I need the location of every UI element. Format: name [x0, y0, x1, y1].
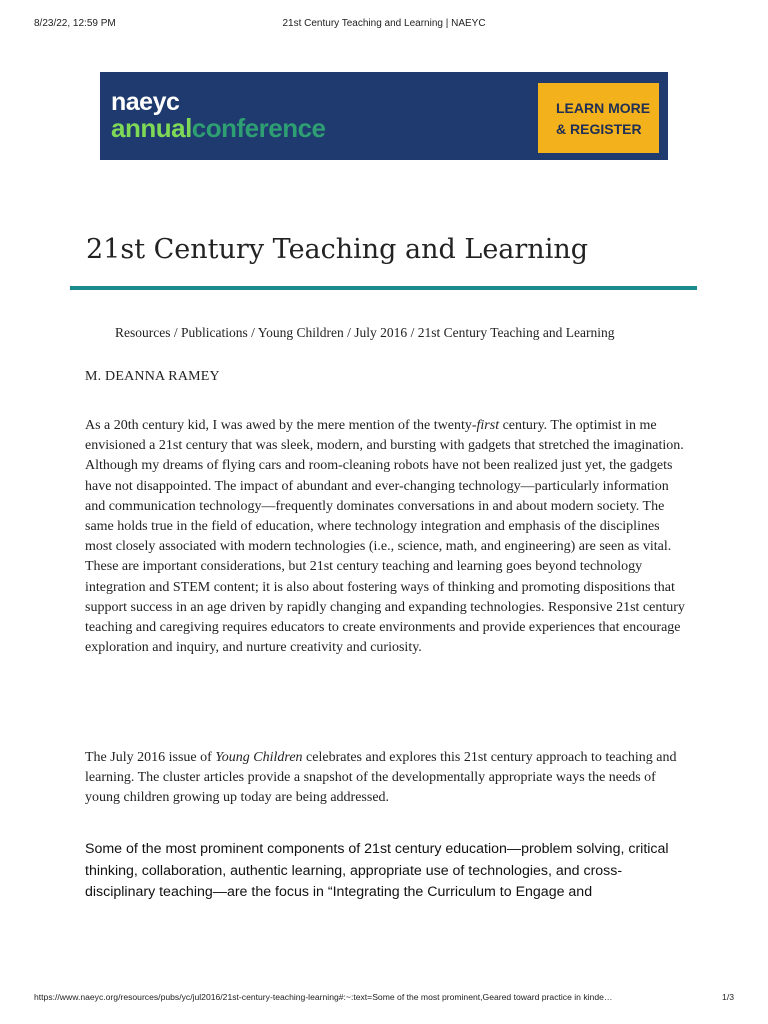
print-header	[34, 18, 734, 32]
page-number: 1/3	[722, 992, 734, 1002]
paragraph-2	[85, 748, 685, 809]
paragraph-1-text-a: As a 20th century kid, I was awed by the mere mention of the twenty-	[85, 418, 477, 433]
print-footer	[34, 992, 734, 1004]
logo-word-annual: annual	[111, 113, 192, 143]
author-name: M. DEANNA RAMEY	[85, 369, 220, 384]
paragraph-2-emphasis: Young Children	[215, 750, 303, 765]
annual-conference-logo	[111, 113, 326, 144]
paragraph-2-text-b: celebrates and explores this 21st century approach to teaching and learning. The cluster articles provide a snapshot of the developmentally appropriate ways the needs of young children growing up today are being addressed.	[85, 750, 677, 806]
breadcrumb-young-children[interactable]: Young Children	[257, 325, 344, 340]
breadcrumb-july-2016[interactable]: July 2016	[354, 325, 408, 340]
paragraph-1	[85, 416, 685, 658]
conference-banner-ad[interactable]	[100, 72, 668, 160]
cta-line-1: LEARN MORE	[556, 100, 651, 116]
logo-word-conference: conference	[191, 113, 326, 143]
page-title: 21st Century Teaching and Learning	[86, 234, 589, 265]
paragraph-1-text-b: century. The optimist in me envisioned a 21st century that was sleek, modern, and bursting with gadgets that stretched the imagination. Although my dreams of flying cars and room-cleaning robots have not been realized just yet, the gadgets have not disappointed. The impact of abundant and ever-changing technology—particularly information and communication technology—frequently dominates conversations in and about modern society. The same holds true in the field of education, where technology integration and emphasis of the disciplines most closely associated with modern technologies (i.e., science, math, and engineering) are seen as vital. These are important considerations, but 21st century teaching and learning goes beyond technology integration and STEM content; it is also about fostering ways of thinking and promoting dispositions that support success in an age driven by rapidly changing and expanding technologies. Responsive 21st century teaching and caregiving requires educators to create environments and provide experiences that encourage exploration and inquiry, and nurture creativity and curiosity.	[85, 418, 685, 656]
breadcrumb-separator: /	[170, 325, 181, 340]
breadcrumb	[115, 325, 614, 341]
print-url: https://www.naeyc.org/resources/pubs/yc/jul2016/21st-century-teaching-learning#:~:text=Some of the most prominent,Geared toward practice in kinde…	[34, 992, 613, 1002]
paragraph-1-emphasis: first	[476, 418, 500, 433]
breadcrumb-publications[interactable]: Publications	[181, 325, 248, 340]
breadcrumb-separator: /	[247, 325, 258, 340]
paragraph-3: Some of the most prominent components of 21st century education—problem solving, critical thinking, collaboration, authentic learning, appropriate use of technologies, and cross-disciplinary teaching—are the focus in “Integrating the Curriculum to Engage and	[85, 841, 669, 900]
cta-line-2: & REGISTER	[556, 121, 642, 137]
breadcrumb-resources[interactable]: Resources	[115, 325, 171, 340]
paragraph-2-text-a: The July 2016 issue of	[85, 750, 216, 765]
title-divider	[70, 286, 697, 290]
naeyc-logo-text: naeyc	[111, 88, 180, 116]
learn-more-register-button[interactable]	[538, 83, 659, 153]
print-page-title: 21st Century Teaching and Learning | NAEYC	[282, 18, 486, 29]
breadcrumb-separator: /	[407, 325, 418, 340]
breadcrumb-current-page: 21st Century Teaching and Learning	[417, 325, 615, 340]
print-datetime: 8/23/22, 12:59 PM	[34, 18, 116, 29]
breadcrumb-separator: /	[343, 325, 355, 340]
